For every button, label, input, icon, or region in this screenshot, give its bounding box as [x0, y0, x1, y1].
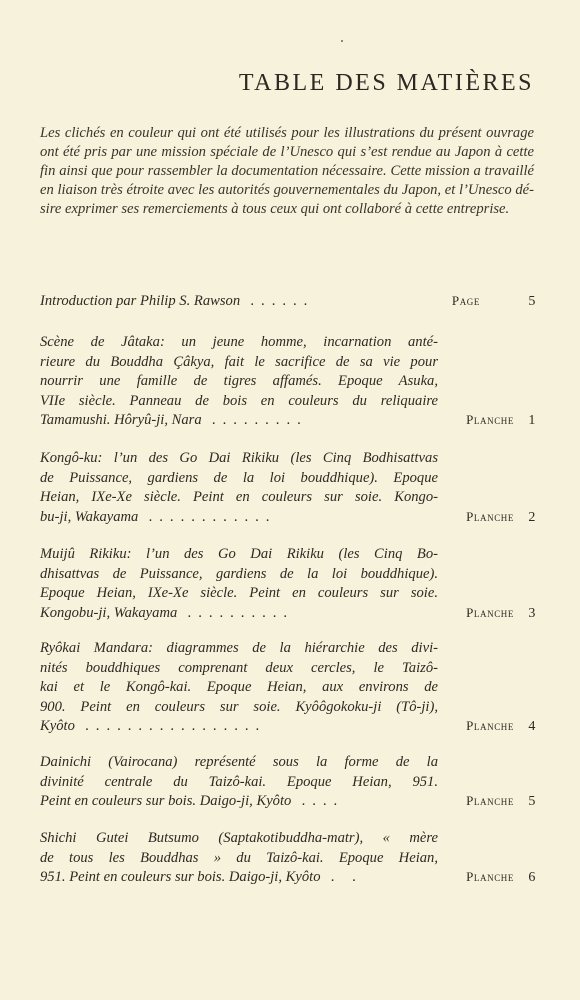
reference-label: Planche	[466, 412, 514, 427]
toc-entry-line: 900. Peint en couleurs sur soie. Kyôôgokoku-ji (Tô-ji),	[40, 698, 438, 715]
reference-number: 3	[528, 605, 536, 621]
toc-entry-last-line	[40, 411, 438, 431]
toc-entry-last-line	[40, 868, 438, 888]
toc-entry-description	[40, 545, 438, 623]
toc-entry-description	[40, 753, 438, 812]
reference-number: 2	[528, 509, 536, 525]
toc-entry-last-line	[40, 508, 438, 528]
reference-number: 5	[528, 294, 536, 309]
reference-number: 4	[528, 719, 536, 734]
toc-entry-line: Kongô-ku: l’un des Go Dai Rikiku (les Cinq Bodhisattvas	[40, 450, 438, 466]
reference-label: Planche	[466, 718, 514, 733]
toc-entry-last-text: Introduction par Philip S. Rawson	[40, 293, 241, 309]
toc-entry-description	[40, 829, 438, 888]
dot-leader: .................	[74, 718, 267, 734]
toc-entry-line: divinité centrale du Taizô-kai. Epoque Heian, 951.	[40, 773, 438, 790]
toc-entry	[40, 292, 536, 312]
toc-reference	[452, 291, 536, 312]
dot-leader: ............	[138, 508, 277, 525]
toc-entry	[40, 545, 536, 623]
toc-reference	[466, 867, 536, 888]
toc-entry	[40, 333, 536, 431]
page-title: TABLE DES MATIÈRES	[238, 70, 534, 96]
toc-entry-line: Epoque Heian, IXe-Xe siècle. Peint en couleurs sur soie.	[40, 585, 438, 601]
toc-reference	[466, 410, 536, 431]
dot-leader: ....	[291, 793, 345, 809]
toc-entry-description	[40, 449, 438, 527]
toc-entry-last-line	[40, 292, 438, 312]
reference-number: 5	[528, 794, 536, 809]
toc-entry-description	[40, 639, 438, 737]
toc-reference	[466, 791, 536, 812]
reference-number: 1	[528, 413, 536, 428]
toc-entry-line: de Puissance, gardiens de la loi bouddhique). Epoque	[40, 469, 438, 486]
toc-entry-last-text: bu-ji, Wakayama	[40, 508, 139, 525]
toc-entry-last-text: Kongobu-ji, Wakayama	[40, 604, 178, 621]
toc-entry-last-text: Tamamushi. Hôryû-ji, Nara	[40, 412, 202, 428]
toc-entry-line: Ryôkai Mandara: diagrammes de la hiérarchie des divi-	[40, 640, 438, 656]
toc-entry	[40, 639, 536, 737]
toc-entry-line: VIIe siècle. Panneau de bois en couleurs du reliquaire	[40, 392, 438, 409]
intro-paragraph: Les clichés en couleur qui ont été utilisés pour les illustrations du présent ouvrage ont été pris par une mission spéciale de l’Unesco qui s’est rendue au Japon à cette fin ainsi que pour rassembler la documentation nécessaire. Cette mission a travaillé en liaison très étroite avec les autorités gouvernementales du Japon, et l’Unesco désire exprimer ses remerciements à tous ceux qui ont collaboré à cette entreprise.	[40, 125, 534, 217]
toc-entry-last-line	[40, 717, 438, 737]
reference-label: Planche	[466, 604, 514, 620]
toc-entry-line: rieure du Bouddha Çâkya, fait le sacrifice de sa vie pour	[40, 353, 438, 370]
toc-reference	[466, 716, 536, 737]
toc-entry-last-line	[40, 604, 438, 624]
reference-label: Planche	[466, 508, 514, 524]
toc-entry-last-text: Peint en couleurs sur bois. Daigo-ji, Kyôto	[40, 793, 292, 809]
reference-label: Planche	[466, 869, 514, 884]
dot-leader: ......	[240, 293, 315, 309]
toc-entry-line: Muijû Rikiku: l’un des Go Dai Rikiku (les Cinq Bo-	[40, 546, 438, 562]
toc-entry-last-line	[40, 792, 438, 812]
toc-entry	[40, 449, 536, 527]
toc-entry-line: Dainichi (Vairocana) représenté sous la forme de la	[40, 754, 438, 770]
toc-entry-line: Scène de Jâtaka: un jeune homme, incarnation anté-	[40, 334, 438, 350]
toc-entry-line: nourrir une famille de tigres affamés. Epoque Asuka,	[40, 373, 438, 389]
toc-entry-line: nités bouddhiques comprenant deux cercles, le Taizô-	[40, 659, 438, 676]
page-mark	[341, 40, 343, 42]
dot-leader: ..........	[177, 604, 295, 621]
reference-number: 6	[528, 870, 536, 885]
toc-entry	[40, 753, 536, 812]
toc-entry	[40, 829, 536, 888]
toc-entry-line: de tous les Bouddhas » du Taizô-kai. Epoque Heian,	[40, 849, 438, 866]
toc-entry-last-text: 951. Peint en couleurs sur bois. Daigo-ji, Kyôto	[40, 869, 321, 885]
toc-entry-line: Shichi Gutei Butsumo (Saptakotibuddha-matr), « mère	[40, 830, 438, 846]
reference-label: Page	[451, 293, 480, 308]
reference-label: Planche	[466, 793, 514, 808]
toc-entry-line: kai et le Kongô-kai. Epoque Heian, aux environs de	[40, 679, 438, 695]
toc-entry-line: Heian, IXe-Xe siècle. Peint en couleurs sur soie. Kongo-	[40, 489, 438, 505]
toc-entry-last-text: Kyôto	[40, 718, 75, 734]
toc-reference	[466, 603, 536, 624]
dot-leader: .........	[201, 412, 309, 428]
toc-entry-line: dhisattvas de Puissance, gardiens de la loi bouddhique).	[40, 565, 438, 582]
toc-entry-description	[40, 292, 438, 312]
toc-entry-description	[40, 333, 438, 431]
toc-reference	[466, 507, 536, 528]
dot-leader: . .	[320, 869, 364, 885]
